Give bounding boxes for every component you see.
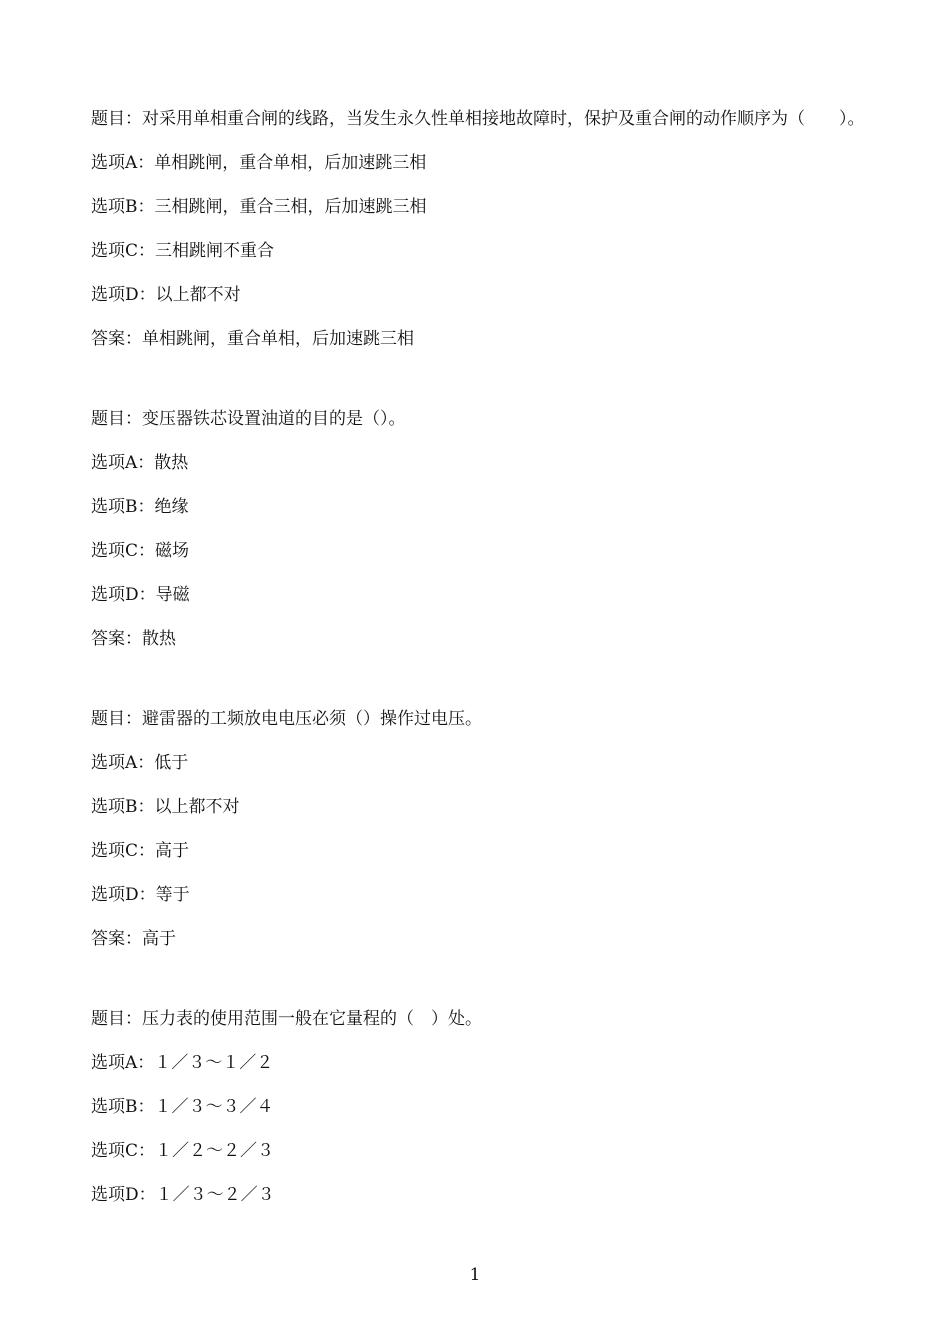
page-number: 1 <box>469 1265 481 1285</box>
option-a: 选项A：１／３～１／２ <box>91 1053 274 1073</box>
question-block-2 <box>91 406 871 653</box>
option-b: 选项B：１／３～３／４ <box>91 1097 274 1117</box>
option-b: 选项B：以上都不对 <box>91 797 240 817</box>
document-page <box>91 106 871 1226</box>
option-b: 选项B：三相跳闸，重合三相，后加速跳三相 <box>91 197 427 217</box>
option-d: 选项D：１／３～２／３ <box>91 1185 275 1205</box>
question-title: 题目：压力表的使用范围一般在它量程的（ ）处。 <box>91 1009 482 1029</box>
question-title: 题目：对采用单相重合闸的线路，当发生永久性单相接地故障时，保护及重合闸的动作顺序为（ ）。 <box>91 109 865 129</box>
option-a: 选项A：单相跳闸，重合单相，后加速跳三相 <box>91 153 427 173</box>
option-d: 选项D：等于 <box>91 885 190 905</box>
option-b: 选项B：绝缘 <box>91 497 189 517</box>
question-block-1 <box>91 106 871 353</box>
option-c: 选项C：高于 <box>91 841 190 861</box>
option-c: 选项C：磁场 <box>91 541 190 561</box>
option-d: 选项D：以上都不对 <box>91 285 241 305</box>
option-d: 选项D：导磁 <box>91 585 190 605</box>
question-block-3 <box>91 706 871 953</box>
question-title: 题目：变压器铁芯设置油道的目的是（）。 <box>91 409 406 429</box>
option-c: 选项C：三相跳闸不重合 <box>91 241 275 261</box>
answer: 答案：单相跳闸，重合单相，后加速跳三相 <box>91 329 414 349</box>
option-c: 选项C：１／２～２／３ <box>91 1141 275 1161</box>
option-a: 选项A：散热 <box>91 453 189 473</box>
question-title: 题目：避雷器的工频放电电压必须（）操作过电压。 <box>91 709 482 729</box>
question-block-4 <box>91 1006 871 1209</box>
answer: 答案：高于 <box>91 929 176 949</box>
answer: 答案：散热 <box>91 629 176 649</box>
option-a: 选项A：低于 <box>91 753 189 773</box>
